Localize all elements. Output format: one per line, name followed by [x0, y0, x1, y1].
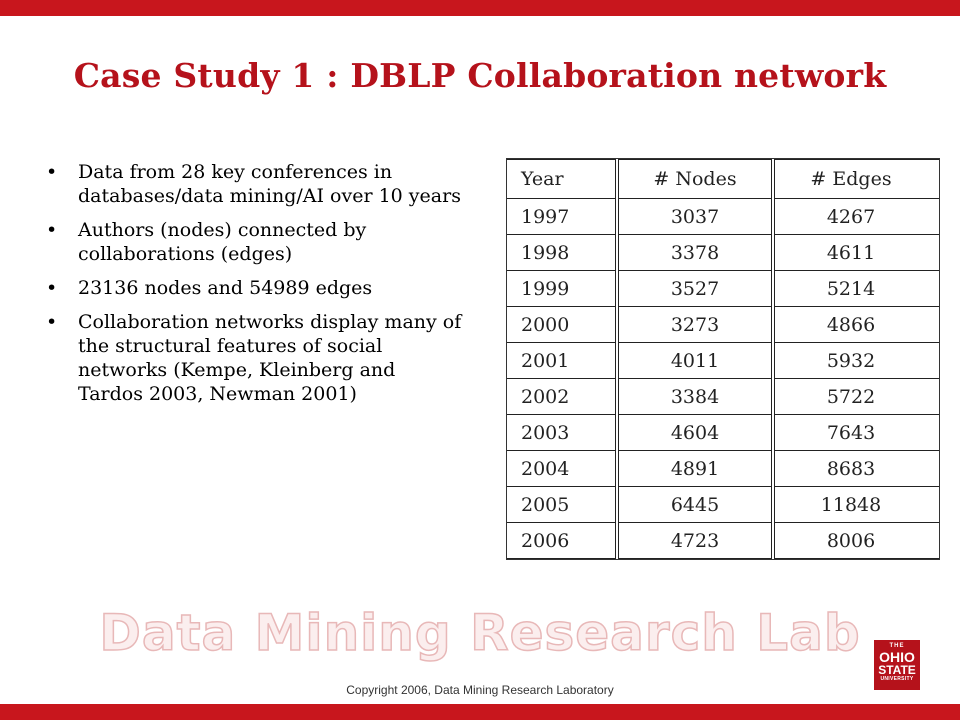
cell-year: 1997: [507, 199, 617, 235]
bullet-text: 23136 nodes and 54989 edges: [78, 277, 373, 299]
cell-nodes: 6445: [617, 487, 773, 523]
table-row: [507, 487, 939, 523]
table-right-margin: [927, 235, 939, 271]
bullet-item: [44, 218, 464, 266]
logo-line-university: UNIVERSITY: [880, 676, 914, 682]
bullet-item: [44, 310, 464, 406]
cell-year: 2002: [507, 379, 617, 415]
bullet-item: [44, 276, 464, 300]
bottom-accent-bar: [0, 704, 960, 720]
cell-edges: 4611: [773, 235, 927, 271]
table-row: [507, 271, 939, 307]
bullet-icon: •: [46, 311, 58, 333]
bullet-item: [44, 160, 464, 208]
cell-edges: 8006: [773, 523, 927, 559]
bullet-text: Data from 28 key conferences in databases/data mining/AI over 10 years: [78, 161, 461, 207]
table-row: [507, 379, 939, 415]
cell-nodes: 4723: [617, 523, 773, 559]
table-row: [507, 343, 939, 379]
slide-title: Case Study 1 : DBLP Collaboration network: [73, 56, 887, 95]
cell-edges: 4267: [773, 199, 927, 235]
cell-nodes: 4011: [617, 343, 773, 379]
cell-nodes: 4891: [617, 451, 773, 487]
bullet-text: Authors (nodes) connected by collaborations (edges): [78, 219, 367, 265]
table-right-margin: [927, 343, 939, 379]
table-row: [507, 451, 939, 487]
logo-line-the: THE: [889, 643, 905, 649]
cell-edges: 5722: [773, 379, 927, 415]
cell-year: 2001: [507, 343, 617, 379]
table-row: [507, 523, 939, 559]
table-right-margin: [927, 451, 939, 487]
table-row: [507, 199, 939, 235]
table-header-row: [507, 160, 939, 199]
table-right-margin: [927, 487, 939, 523]
logo-line-state: STATE: [878, 663, 916, 677]
cell-year: 2006: [507, 523, 617, 559]
table-right-margin: [927, 379, 939, 415]
header-edges: # Edges: [773, 160, 927, 199]
top-accent-bar: [0, 0, 960, 16]
table-right-margin: [927, 415, 939, 451]
bullet-icon: •: [46, 161, 58, 183]
cell-nodes: 3527: [617, 271, 773, 307]
cell-nodes: 3273: [617, 307, 773, 343]
cell-nodes: 3037: [617, 199, 773, 235]
cell-edges: 5214: [773, 271, 927, 307]
header-nodes: # Nodes: [617, 160, 773, 199]
cell-edges: 8683: [773, 451, 927, 487]
table-row: [507, 307, 939, 343]
copyright-text: Copyright 2006, Data Mining Research Laboratory: [346, 683, 614, 697]
cell-year: 2005: [507, 487, 617, 523]
cell-year: 1999: [507, 271, 617, 307]
cell-edges: 7643: [773, 415, 927, 451]
table-row: [507, 415, 939, 451]
cell-year: 2003: [507, 415, 617, 451]
cell-nodes: 4604: [617, 415, 773, 451]
table-right-margin: [927, 160, 939, 199]
cell-edges: 11848: [773, 487, 927, 523]
header-year: Year: [507, 160, 617, 199]
table-right-margin: [927, 271, 939, 307]
cell-edges: 4866: [773, 307, 927, 343]
table-right-margin: [927, 199, 939, 235]
table-row: [507, 235, 939, 271]
bullet-list: [44, 160, 464, 416]
cell-nodes: 3384: [617, 379, 773, 415]
table-right-margin: [927, 307, 939, 343]
cell-year: 2000: [507, 307, 617, 343]
cell-edges: 5932: [773, 343, 927, 379]
cell-year: 1998: [507, 235, 617, 271]
bullet-text: Collaboration networks display many of the structural features of social networks (Kempe, Kleinberg and Tardos 2003, Newman 2001): [78, 311, 462, 405]
logo-line-ohio: OHIO: [879, 649, 915, 665]
dblp-table-image: [506, 158, 940, 560]
cell-nodes: 3378: [617, 235, 773, 271]
lab-watermark: Data Mining Research Lab: [99, 604, 861, 662]
cell-year: 2004: [507, 451, 617, 487]
bullet-icon: •: [46, 219, 58, 241]
dblp-stats-table: [507, 159, 939, 559]
bullet-icon: •: [46, 277, 58, 299]
table-right-margin: [927, 523, 939, 559]
